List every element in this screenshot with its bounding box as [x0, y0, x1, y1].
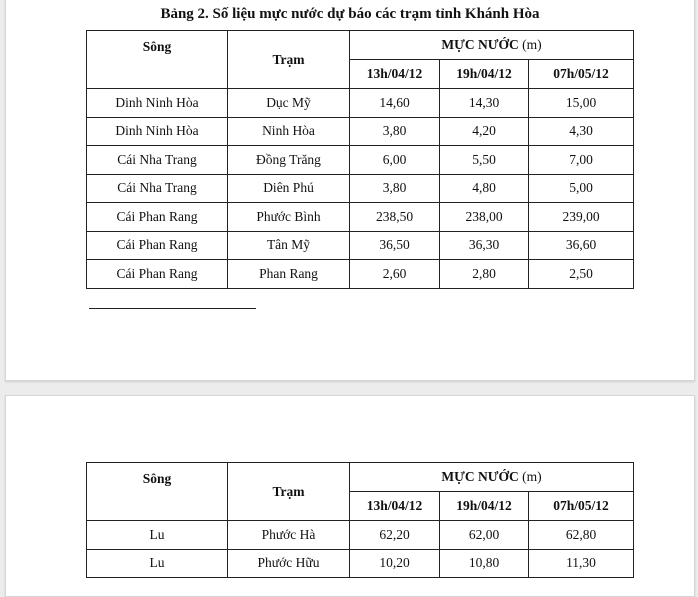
cell-value: 36,50: [350, 231, 440, 260]
header-water-level-unit: (m): [522, 37, 542, 52]
cell-station: Phước Bình: [228, 203, 350, 232]
cell-river: Dinh Ninh Hòa: [87, 117, 228, 146]
header-water-level-unit: (m): [522, 469, 542, 484]
table-caption: Bảng 2. Số liệu mực nước dự báo các trạm tỉnh Khánh Hòa: [160, 6, 540, 22]
table-row: [87, 146, 634, 175]
header-time-1: 13h/04/12: [350, 492, 440, 521]
table-row: [87, 117, 634, 146]
cell-station: Ninh Hòa: [228, 117, 350, 146]
table-row: [87, 203, 634, 232]
cell-station: Diên Phú: [228, 174, 350, 203]
header-time-3: 07h/05/12: [529, 60, 634, 89]
cell-station: Dục Mỹ: [228, 89, 350, 118]
cell-station: Đồng Trăng: [228, 146, 350, 175]
header-time-2: 19h/04/12: [440, 492, 529, 521]
cell-river: Dinh Ninh Hòa: [87, 89, 228, 118]
cell-value: 62,00: [440, 521, 529, 550]
cell-value: 5,50: [440, 146, 529, 175]
cell-value: 36,60: [529, 231, 634, 260]
cell-river: Lu: [87, 521, 228, 550]
cell-river: Cái Phan Rang: [87, 231, 228, 260]
table-row: [87, 231, 634, 260]
cell-value: 36,30: [440, 231, 529, 260]
cell-value: 238,00: [440, 203, 529, 232]
cell-value: 239,00: [529, 203, 634, 232]
cell-value: 4,30: [529, 117, 634, 146]
cell-value: 3,80: [350, 174, 440, 203]
cell-value: 6,00: [350, 146, 440, 175]
cell-value: 238,50: [350, 203, 440, 232]
header-river: Sông: [87, 31, 228, 89]
cell-river: Cái Phan Rang: [87, 203, 228, 232]
header-river: Sông: [87, 463, 228, 521]
table-row: [87, 521, 634, 550]
cell-station: Tân Mỹ: [228, 231, 350, 260]
cell-value: 15,00: [529, 89, 634, 118]
cell-value: 4,20: [440, 117, 529, 146]
cell-value: 7,00: [529, 146, 634, 175]
header-water-level-label: MỰC NƯỚC: [441, 37, 519, 52]
header-time-2: 19h/04/12: [440, 60, 529, 89]
cell-station: Phan Rang: [228, 260, 350, 289]
header-water-level-label: MỰC NƯỚC: [441, 469, 519, 484]
footnote-separator: [89, 308, 256, 309]
cell-value: 2,60: [350, 260, 440, 289]
header-time-3: 07h/05/12: [529, 492, 634, 521]
table-row: [87, 549, 634, 578]
cell-value: 62,80: [529, 521, 634, 550]
cell-value: 10,20: [350, 549, 440, 578]
header-station: Trạm: [228, 463, 350, 521]
cell-value: 62,20: [350, 521, 440, 550]
cell-value: 11,30: [529, 549, 634, 578]
cell-river: Lu: [87, 549, 228, 578]
document-page-1: [5, 0, 695, 381]
cell-value: 14,30: [440, 89, 529, 118]
header-station: Trạm: [228, 31, 350, 89]
cell-river: Cái Nha Trang: [87, 174, 228, 203]
cell-station: Phước Hữu: [228, 549, 350, 578]
header-water-level-group: [350, 463, 634, 492]
water-level-table-1: [86, 30, 634, 289]
cell-value: 10,80: [440, 549, 529, 578]
cell-value: 14,60: [350, 89, 440, 118]
document-page-2: [5, 395, 695, 597]
table-row: [87, 174, 634, 203]
header-water-level-group: [350, 31, 634, 60]
cell-river: Cái Phan Rang: [87, 260, 228, 289]
water-level-table-2: [86, 462, 634, 578]
cell-station: Phước Hà: [228, 521, 350, 550]
table-row: [87, 89, 634, 118]
cell-value: 2,80: [440, 260, 529, 289]
cell-value: 4,80: [440, 174, 529, 203]
cell-value: 5,00: [529, 174, 634, 203]
table-row: [87, 260, 634, 289]
cell-river: Cái Nha Trang: [87, 146, 228, 175]
cell-value: 2,50: [529, 260, 634, 289]
header-time-1: 13h/04/12: [350, 60, 440, 89]
cell-value: 3,80: [350, 117, 440, 146]
